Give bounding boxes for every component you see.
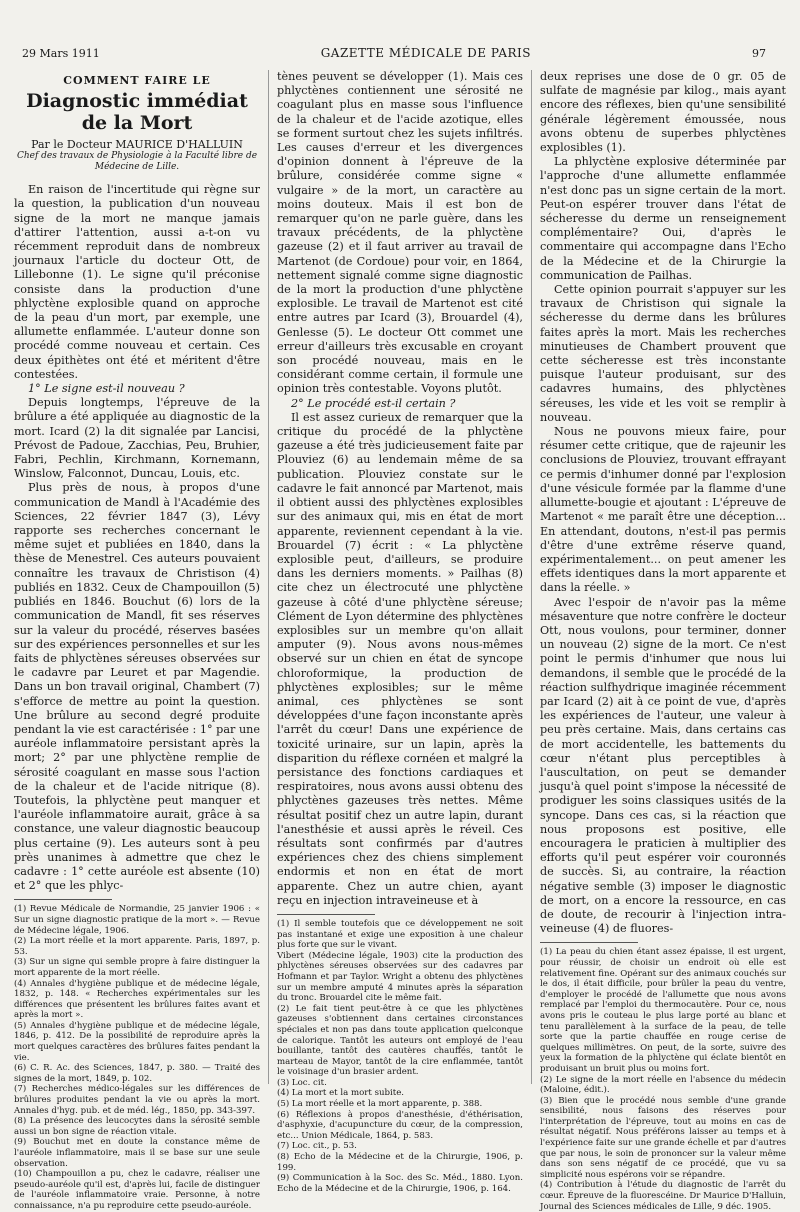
footnote: (4) La mort et la mort subite. (277, 1088, 405, 1099)
footnote: (3) Bien que le procédé nous semble d'une grande sensibilité, nous faisons des réserves pour l'interprétation de l'épreuve, tout au moins en cas de résultat négatif. Nous préférons laisser au temps et à l'expérience faite sur une grande échelle et par d'autres que par nous, le soin de prononcer sur la valeur même dans son sens négatif de ce procédé, que vu sa simplicité nous espérons voir se répandre. (540, 1095, 786, 1180)
footnote: (10) Champouillon a pu, chez le cadavre, réaliser une pseudo-auréole qu'il est, d'après lui, facile de distinguer de l'auréole inflammatoire vraie. Personne, à notre connaissance, n'a pu reproduire cette pseudo-auréole. (14, 1169, 260, 1211)
article-title: Diagnostic immédiat de la Mort (26, 90, 248, 135)
paragraph: Il est assez curieux de remarquer que la critique du procédé de la phlyctène gazeuse a été très judicieusement faite par Plouviez (6) au lendemain même de sa publication. Plouviez constate sur le cadavre le fait annoncé par Martenot, mais il obtient aussi des phlyctènes explosibles sur des animaux qui, mis en état de mort apparente, reviennent cependant à la vie. Brouardel (7) écrit : « La phlyctène explosible peut, d'ailleurs, se produire dans les derniers moments. » Pailhas (8) cite chez un électrocuté une phlyctène gazeuse à côté d'une phlyctène séreuse; Clément de Lyon détermine des phlyctènes explosibles sur un membre qu'on allait amputer (9). Nous avons nous-mêmes observé sur un chien en état de syncope chloroformique, la production de phlyctènes explosibles; sur le même animal, ces phlyctènes se sont développées d'une façon inconstante après l'arrêt du cœur! Dans une expérience de toxicité urinaire, sur un lapin, après la disparition du réflexe cornéen et malgré la persistance des fonctions cardiaques et respiratoires, nous avons aussi obtenu des phlyctènes gazeuses très nettes. Même résultat positif chez un autre lapin, durant l'anesthésie et aussi après le réveil. Ces résultats sont confirmés par d'autres expériences chez des chiens simplement endormis et non en état de mort apparente. Chez un autre chien, ayant reçu en injection intraveineuse et à (277, 410, 523, 907)
paragraph: Cette opinion pourrait s'appuyer sur les travaux de Christison qui signale la sécheresse du derme dans les brûlures faites après la mort. Mais les recherches minutieuses de Chambert prouvent que cette sécheresse est très inconstante puisque l'auteur produisant, sur des cadavres humains, des phlyctènes séreuses, les vide et les voit se remplir à nouveau. (540, 283, 786, 424)
footnote: (7) Loc. cit., p. 53. (277, 1141, 357, 1152)
issue-date: 29 Mars 1911 (22, 46, 100, 60)
footnote: (4) Annales d'hygiène publique et de médecine légale, 1832, p. 148. « Recherches expérimentales sur les différences que présentent les brûlures faites avant et après la mort ». (14, 978, 260, 1021)
footnote: Vibert (Médecine légale, 1903) cite la production des phlyctènes séreuses observées sur des cadavres par Hofmann et par Taylor. Wright a obtenu des phlyctènes sur un membre amputé 4 minutes après la séparation du tronc. Brouardel cite le même fait. (277, 950, 523, 1004)
paragraph: En raison de l'incertitude qui règne sur la question, la publication d'un nouveau signe de la mort ne manque jamais d'attirer l'attention, aussi a-t-on vu récemment reproduit dans de nombreux journaux l'article du docteur Ott, de Lillebonne (1). Le signe qu'il préconise consiste dans la production d'une phlyctène explosible quand on approche de la peau d'un mort, par exemple, une allumette enflammée. L'auteur donne son procédé comme nouveau et certain. Ces deux épithètes ont été et méritent d'être contestées. (14, 183, 260, 381)
footnote: (6) C. R. Ac. des Sciences, 1847, p. 380. — Traité des signes de la mort, 1849, p. 102. (14, 1063, 260, 1084)
footnote: (7) Recherches médico-légales sur les différences de brûlures produites pendant la vie ou après la mort. Annales d'hyg. pub. et de méd. lég., 1850, pp. 343-397. (14, 1084, 260, 1116)
footnote: (4) Contribution à l'étude du diagnostic de l'arrêt du cœur. Épreuve de la fluorescéine. Dr Maurice D'Halluin, Journal des Sciences médicales de Lille, 9 déc. 1905. (540, 1180, 786, 1212)
page-number: 97 (751, 46, 766, 60)
section-heading: 2° Le procédé est-il certain ? (291, 396, 456, 410)
journal-title: GAZETTE MÉDICALE DE PARIS (320, 46, 531, 60)
columns (14, 70, 786, 1212)
footnote: (1) La peau du chien étant assez épaisse, il est urgent, pour réussir, de choisir un endroit où elle est relativement fine. Opérant sur des animaux couchés sur le dos, il était difficile, pour brûler la peau du ventre, d'employer le procédé de l'allumette que nous avons remplacé par l'emploi du thermocautère. Pour ce, nous avons pris le couteau le plus large porté au blanc et tenu parallèlement à la surface de la peau, de telle sorte que la partie chauffée en rouge cerise de quelques millimètres. On peut, de la sorte, suivre des yeux la formation de la phlyctène qui éclate bientôt en produisant un bruit plus ou moins fort. (540, 947, 786, 1074)
paragraph: La phlyctène explosive déterminée par l'approche d'une allumette enflammée n'est donc pas un signe certain de la mort. Peut-on espérer trouver dans l'état de sécheresse du derme un renseignement complémentaire? Oui, d'après le commentaire qui accompagne dans l'Echo de la Médecine et de la Chirurgie la communication de Pailhas. (540, 155, 786, 282)
article-affiliation: Chef des travaux de Physiologie à la Faculté libre de Médecine de Lille. (16, 151, 258, 173)
footnote: (9) Communication à la Soc. des Sc. Méd., 1880. Lyon. Echo de la Médecine et de la Chirurgie, 1906, p. 164. (277, 1173, 523, 1194)
footnote: (9) Bouchut met en doute la constance même de l'auréole inflammatoire, mais il se base sur une seule observation. (14, 1137, 260, 1169)
column-2 (268, 70, 523, 1194)
column-3 (531, 70, 786, 1212)
footnote: (3) Loc. cit. (277, 1077, 327, 1088)
footnote-rule (540, 942, 638, 943)
paragraph: Plus près de nous, à propos d'une communication de Mandl à l'Académie des Sciences, 22 février 1847 (3), Lévy rapporte ses recherches concernant le même sujet et publiées en 1840, dans la thèse de Menestrel. Ces auteurs pouvaient connaître les travaux de Christison (4) publiés en 1832. Ceux de Champouillon (5) publiés en 1846. Bouchut (6) lors de la communication de Mandl, fit ses réserves sur la valeur du procédé, réserves basées sur des expériences personnelles et sur les faits de phlyctènes séreuses observées sur le cadavre par Leuret et par Magendie. Dans un bon travail original, Chambert (7) s'efforce de mettre au point la question. Une brûlure au second degré produite pendant la vie est caractérisée : 1° par une auréole inflammatoire persistant après la mort; 2° par une phlyctène remplie de sérosité coagulant en masse sous l'action de la chaleur et de l'acide nitrique (8). Toutefois, la phlyctène peut manquer et l'auréole inflammatoire aurait, grâce à sa constance, une valeur diagnostic beaucoup plus certaine (9). Les auteurs sont à peu près unanimes à admettre que chez le cadavre : 1° cette auréole est absente (10) et 2° que les phlyc- (14, 481, 260, 893)
footnote: (5) La mort réelle et la mort apparente, p. 388. (277, 1099, 483, 1110)
footnote: (1) Il semble toutefois que ce développement ne soit pas instantané et exige une exposition à une chaleur plus forte que sur le vivant. (277, 918, 523, 951)
footnote-rule (277, 914, 375, 915)
footnote-rule (14, 899, 112, 900)
footnote: (2) Le fait tient peut-être à ce que les phlyctènes gazeuses s'obtiennent dans certaines circonstances spéciales et non pas dans toute application quelconque de calorique. Tantôt les auteurs ont employé de l'eau bouillante, tantôt des cautères chauffés, tantôt le marteau de Mayor, tantôt de la cire enflammée, tantôt le voisinage d'un brasier ardent. (277, 1003, 523, 1078)
footnote: (2) Le signe de la mort réelle en l'absence du médecin (Maloine, édit.). (540, 1074, 786, 1096)
footnotes (540, 947, 786, 1212)
paragraph: Depuis longtemps, l'épreuve de la brûlure a été appliquée au diagnostic de la mort. Icard (2) la dit signalée par Lancisi, Prévost de Padoue, Zacchias, Peu, Bruhier, Fabri, Pechlin, Kirchmann, Kornemann, Winslow, Falconnot, Duncau, Louis, etc. (14, 396, 260, 481)
column-1 (14, 70, 260, 1211)
footnote: (1) Revue Médicale de Normandie, 25 janvier 1906 : « Sur un signe diagnostic pratique de la mort ». — Revue de Médecine légale, 1906. (14, 904, 260, 936)
section-heading: 1° Le signe est-il nouveau ? (28, 382, 185, 396)
footnotes (14, 904, 260, 1211)
paragraph: deux reprises une dose de 0 gr. 05 de sulfate de magnésie par kilog., mais ayant encore des réflexes, bien qu'une sensibilité générale légèrement émoussée, nous avons obtenu de superbes phlyctènes explosibles (1). (540, 70, 786, 155)
footnote: (2) La mort réelle et la mort apparente. Paris, 1897, p. 53. (14, 936, 260, 957)
paragraph: Nous ne pouvons mieux faire, pour résumer cette critique, que de rajeunir les conclusions de Plouviez, trouvant effrayant ce permis d'inhumer donné par l'explosion d'une vésicule formée par la flamme d'une allumette-bougie et ajoutant : L'épreuve de Martenot « me paraît être une déception... En attendant, doutons, n'est-il pas permis d'être d'une extrême réserve quand, expérimentalement... on peut amener les effets identiques dans la mort apparente et dans la réelle. » (540, 425, 786, 595)
footnote: (3) Sur un signe qui semble propre à faire distinguer la mort apparente de la mort réelle. (14, 957, 260, 978)
paragraph: Avec l'espoir de n'avoir pas la même mésaventure que notre confrère le docteur Ott, nous voulons, pour terminer, donner un nouveau (2) signe de la mort. Ce n'est point le permis d'inhumer que nous lui demandons, il semble que le procédé de la réaction sulfhydrique imaginée récemment par Icard (2) ait à ce point de vue, d'après les expériences de l'auteur, une valeur à peu près certaine. Mais, dans certains cas de mort accidentelle, les battements du cœur n'étant plus perceptibles à l'auscultation, on peut se demander jusqu'à quel point s'impose la nécessité de prodiguer les soins classiques usités de la syncope. Dans ces cas, si la réaction que nous proposons est positive, elle encouragera le praticien à multiplier des efforts qu'il peut espérer voir couronnés de succès. Si, au contraire, la réaction négative semble (3) imposer le diagnostic de mort, on a encore la ressource, en cas de doute, de recourir à l'injection intra-veineuse (4) de fluores- (540, 595, 786, 936)
article-kicker: COMMENT FAIRE LE (63, 74, 211, 87)
article-author: Par le Docteur MAURICE D'HALLUIN (31, 138, 243, 152)
running-head (22, 44, 766, 62)
footnote: (5) Annales d'hygiène publique et de médecine légale, 1846, p. 412. De la possibilité de reproduire après la mort quelques caractères des brûlures faites pendant la vie. (14, 1020, 260, 1063)
footnote: (6) Réflexions à propos d'anesthésie, d'éthérisation, d'asphyxie, d'acupuncture du cœur, de la compression, etc... Union Médicale, 1864, p. 583. (277, 1109, 523, 1141)
paragraph: tènes peuvent se développer (1). Mais ces phlyctènes contiennent une sérosité ne coagulant plus en masse sous l'influence de la chaleur et de l'acide azotique, elles se forment surtout chez les sujets infiltrés. Les causes d'erreur et les divergences d'opinion donnent à l'épreuve de la brûlure, considérée comme signe « vulgaire » de la mort, un caractère au moins douteux. Mais il est bon de remarquer qu'on ne parle guère, dans les travaux précédents, de la phlyctène gazeuse (2) et il faut arriver au travail de Martenot (de Cordoue) pour voir, en 1864, nettement signalé comme signe diagnostic de la mort la production d'une phlyctène explosible. Le travail de Martenot est cité entre autres par Icard (3), Brouardel (4), Genlesse (5). Le docteur Ott commet une erreur d'ailleurs très excusable en croyant son procédé nouveau, mais en le considérant comme certain, il formule une opinion très contestable. Voyons plutôt. (277, 70, 523, 396)
footnote: (8) La présence des leucocytes dans la sérosité semble aussi un bon signe de réaction vitale. (14, 1116, 260, 1137)
footnotes (277, 919, 523, 1194)
footnote: (8) Echo de la Médecine et de la Chirurgie, 1906, p. 199. (277, 1152, 523, 1173)
